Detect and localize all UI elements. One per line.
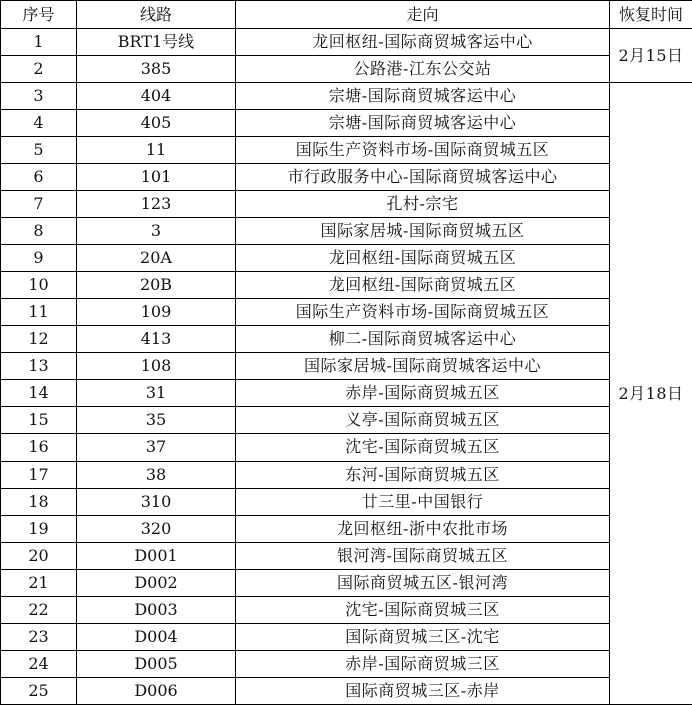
cell-route: 龙回枢纽-浙中农批市场 [236,515,610,542]
cell-index: 11 [1,299,77,326]
table-row [1,434,692,461]
cell-route: 龙回枢纽-国际商贸城五区 [236,272,610,299]
cell-line: D001 [77,542,236,569]
table-row [1,245,692,272]
cell-route: 沈宅-国际商贸城五区 [236,434,610,461]
table-row [1,137,692,164]
cell-index: 1 [1,29,77,56]
cell-resume-date: 2月15日 [610,29,692,83]
cell-line: 405 [77,110,236,137]
cell-index: 25 [1,677,77,704]
cell-route: 宗塘-国际商贸城客运中心 [236,110,610,137]
table-row [1,218,692,245]
cell-line: 101 [77,164,236,191]
cell-line: D003 [77,596,236,623]
cell-route: 龙回枢纽-国际商贸城五区 [236,245,610,272]
cell-index: 10 [1,272,77,299]
cell-line: 11 [77,137,236,164]
cell-route: 宗塘-国际商贸城客运中心 [236,83,610,110]
table-row [1,299,692,326]
table-row [1,353,692,380]
table-row [1,677,692,704]
table-row [1,326,692,353]
cell-line: 413 [77,326,236,353]
cell-line: D002 [77,569,236,596]
table-row [1,461,692,488]
cell-line: 31 [77,380,236,407]
cell-index: 5 [1,137,77,164]
table-row [1,596,692,623]
cell-route: 孔村-宗宅 [236,191,610,218]
table-row [1,56,692,83]
cell-index: 18 [1,488,77,515]
table-row [1,272,692,299]
cell-line: 37 [77,434,236,461]
cell-route: 国际家居城-国际商贸城客运中心 [236,353,610,380]
cell-route: 公路港-江东公交站 [236,56,610,83]
cell-index: 24 [1,650,77,677]
cell-route: 柳二-国际商贸城客运中心 [236,326,610,353]
header-index: 序号 [1,1,77,29]
cell-index: 20 [1,542,77,569]
cell-index: 3 [1,83,77,110]
table-body [1,29,692,705]
table-row [1,380,692,407]
cell-line: BRT1号线 [77,29,236,56]
table-row [1,515,692,542]
table-row [1,542,692,569]
cell-line: 109 [77,299,236,326]
cell-line: D005 [77,650,236,677]
table-row [1,191,692,218]
cell-index: 4 [1,110,77,137]
cell-line: 108 [77,353,236,380]
cell-index: 8 [1,218,77,245]
cell-index: 2 [1,56,77,83]
cell-index: 7 [1,191,77,218]
cell-index: 14 [1,380,77,407]
cell-route: 国际生产资料市场-国际商贸城五区 [236,299,610,326]
table-header [1,1,692,29]
cell-index: 17 [1,461,77,488]
cell-line: D004 [77,623,236,650]
cell-route: 廿三里-中国银行 [236,488,610,515]
cell-index: 12 [1,326,77,353]
cell-line: 310 [77,488,236,515]
cell-route: 赤岸-国际商贸城三区 [236,650,610,677]
header-resume-time: 恢复时间 [610,1,692,29]
header-route: 走向 [236,1,610,29]
header-row [1,1,692,29]
cell-route: 国际商贸城三区-赤岸 [236,677,610,704]
cell-line: 123 [77,191,236,218]
cell-line: 35 [77,407,236,434]
cell-route: 义亭-国际商贸城五区 [236,407,610,434]
cell-route: 国际商贸城三区-沈宅 [236,623,610,650]
cell-route: 国际家居城-国际商贸城五区 [236,218,610,245]
cell-resume-date: 2月18日 [610,83,692,705]
header-line: 线路 [77,1,236,29]
cell-route: 龙回枢纽-国际商贸城客运中心 [236,29,610,56]
table-row [1,650,692,677]
cell-route: 国际生产资料市场-国际商贸城五区 [236,137,610,164]
table-row [1,164,692,191]
cell-index: 23 [1,623,77,650]
cell-index: 21 [1,569,77,596]
table-row [1,110,692,137]
cell-line: 20B [77,272,236,299]
table-row [1,29,692,56]
cell-route: 银河湾-国际商贸城五区 [236,542,610,569]
cell-line: 320 [77,515,236,542]
cell-route: 赤岸-国际商贸城五区 [236,380,610,407]
cell-index: 16 [1,434,77,461]
cell-line: 38 [77,461,236,488]
cell-index: 6 [1,164,77,191]
cell-route: 沈宅-国际商贸城三区 [236,596,610,623]
cell-line: 385 [77,56,236,83]
cell-index: 9 [1,245,77,272]
table-row [1,623,692,650]
cell-index: 15 [1,407,77,434]
cell-route: 国际商贸城五区-银河湾 [236,569,610,596]
table-row [1,488,692,515]
cell-index: 22 [1,596,77,623]
cell-index: 13 [1,353,77,380]
cell-line: 3 [77,218,236,245]
cell-index: 19 [1,515,77,542]
table-row [1,83,692,110]
cell-line: D006 [77,677,236,704]
cell-route: 东河-国际商贸城五区 [236,461,610,488]
cell-route: 市行政服务中心-国际商贸城客运中心 [236,164,610,191]
table-row [1,569,692,596]
cell-line: 20A [77,245,236,272]
cell-line: 404 [77,83,236,110]
table-row [1,407,692,434]
